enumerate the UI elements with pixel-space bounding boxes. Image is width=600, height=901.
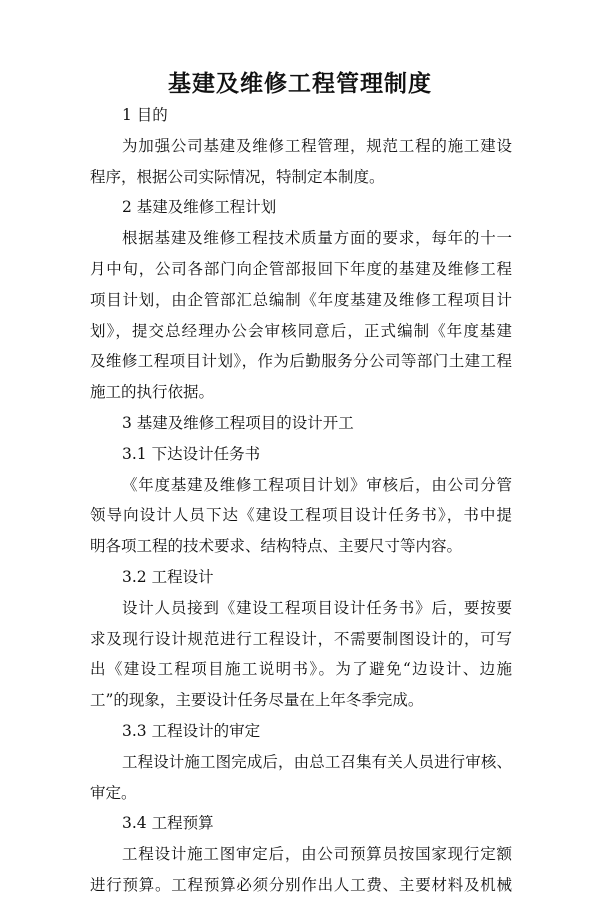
document-title: 基建及维修工程管理制度 [168, 70, 432, 97]
paragraph-line: 明各项工程的技术要求、结构特点、主要尺寸等内容。 [90, 537, 463, 556]
paragraph-line: 项目计划，由企管部汇总编制《年度基建及维修工程项目计 [90, 290, 512, 309]
paragraph-line: 为加强公司基建及维修工程管理，规范工程的施工建设 [122, 136, 512, 155]
paragraph-line: 工”的现象，主要设计任务尽量在上年冬季完成。 [90, 691, 424, 710]
paragraph-line: 工程设计施工图完成后，由总工召集有关人员进行审核、 [122, 752, 512, 771]
section-heading: 3.2 工程设计 [122, 567, 214, 586]
paragraph-line: 设计人员接到《建设工程项目设计任务书》后，要按要 [122, 598, 512, 617]
paragraph-line: 《年度基建及维修工程项目计划》审核后，由公司分管 [122, 475, 512, 494]
paragraph-line: 领导向设计人员下达《建设工程项目设计任务书》，书中提 [90, 506, 512, 525]
paragraph-line: 求及现行设计规范进行工程设计，不需要制图设计的，可写 [90, 629, 512, 648]
paragraph-line: 月中旬，公司各部门向企管部报回下年度的基建及维修工程 [90, 259, 512, 278]
paragraph-line: 及维修工程项目计划》，作为后勤服务分公司等部门土建工程 [90, 352, 512, 371]
document-body [90, 100, 512, 901]
section-heading: 3.4 工程预算 [122, 814, 214, 833]
paragraph-line: 审定。 [90, 783, 137, 802]
section-heading: 3.3 工程设计的审定 [122, 721, 261, 740]
paragraph-line: 进行预算。工程预算必须分别作出人工费、主要材料及机械 [90, 875, 512, 894]
section-heading: 1 目的 [122, 106, 168, 124]
paragraph-line: 施工的执行依据。 [90, 383, 215, 402]
paragraph-line: 出《建设工程项目施工说明书》。为了避免“边设计、边施 [90, 660, 512, 679]
paragraph-line: 工程设计施工图审定后，由公司预算员按国家现行定额 [122, 845, 512, 864]
paragraph-line: 程序，根据公司实际情况，特制定本制度。 [90, 167, 385, 186]
section-heading: 3.1 下达设计任务书 [122, 444, 261, 463]
section-heading: 3 基建及维修工程项目的设计开工 [122, 413, 354, 432]
paragraph-line: 根据基建及维修工程技术质量方面的要求，每年的十一 [122, 229, 512, 248]
section-heading: 2 基建及维修工程计划 [122, 198, 277, 217]
paragraph-line: 划》，提交总经理办公会审核同意后，正式编制《年度基建 [90, 321, 512, 340]
